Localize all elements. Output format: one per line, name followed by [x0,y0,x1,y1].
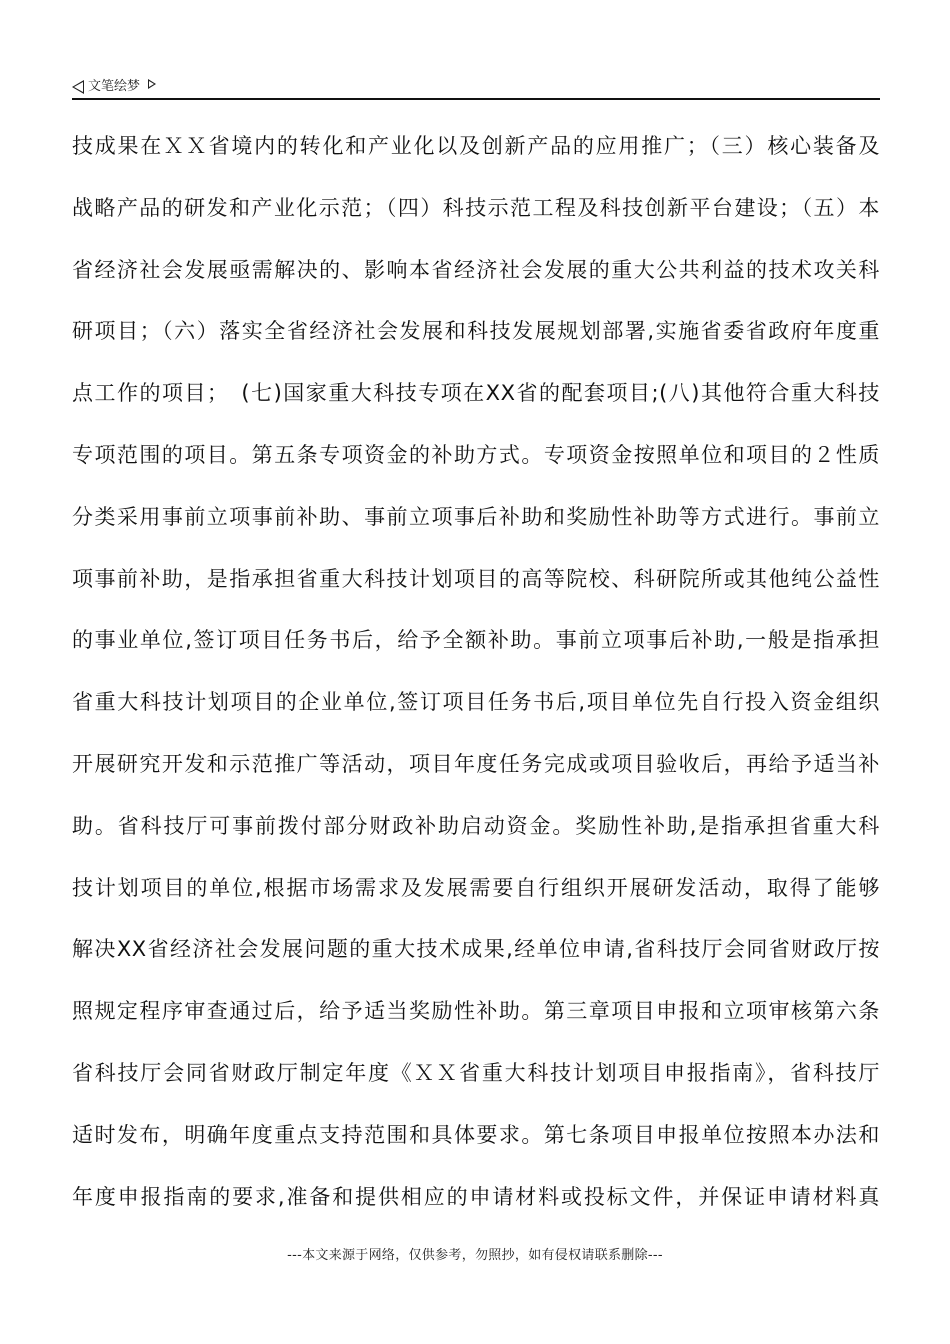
text-line: 战略产品的研发和产业化示范；（四）科技示范工程及科技创新平台建设；（五）本 [72,195,880,220]
body-text [72,116,880,1228]
text-line: 技计划项目的单位,根据市场需求及发展需要自行组织开展研发活动，取得了能够 [72,875,880,900]
page-footer: ---本文来源于网络，仅供参考，勿照抄，如有侵权请联系删除--- [287,1248,663,1263]
text-line: 的事业单位,签订项目任务书后，给予全额补助。事前立项事后补助,一般是指承担 [72,628,880,653]
header-divider [72,98,880,100]
triangle-left-icon [72,80,84,94]
text-line: 助。省科技厅可事前拨付部分财政补助启动资金。奖励性补助,是指承担省重大科 [72,813,880,838]
text-line: 专项范围的项目。第五条专项资金的补助方式。专项资金按照单位和项目的２性质 [72,442,880,467]
text-line: 照规定程序审查通过后，给予适当奖励性补助。第三章项目申报和立项审核第六条 [72,999,880,1024]
page-header [72,76,880,98]
text-line: 省科技厅会同省财政厅制定年度《ＸＸ省重大科技计划项目申报指南》，省科技厅 [72,1060,880,1085]
text-line: 技成果在ＸＸ省境内的转化和产业化以及创新产品的应用推广；（三）核心装备及 [72,134,880,158]
text-line: 解决XX省经济社会发展问题的重大技术成果,经单位申请,省科技厅会同省财政厅按 [72,937,880,962]
text-line: 开展研究开发和示范推广等活动，项目年度任务完成或项目验收后，再给予适当补 [72,751,880,776]
triangle-right-icon [148,79,156,89]
text-line: 点工作的项目； (七)国家重大科技专项在XX省的配套项目;(八)其他符合重大科技 [72,381,880,406]
text-line: 项事前补助，是指承担省重大科技计划项目的高等院校、科研院所或其他纯公益性 [72,566,880,591]
header-title: 文笔绘梦 [88,79,141,94]
text-line: 省经济社会发展亟需解决的、影响本省经济社会发展的重大公共利益的技术攻关科 [72,257,880,282]
text-line: 省重大科技计划项目的企业单位,签订项目任务书后,项目单位先自行投入资金组织 [72,690,880,715]
text-line: 分类采用事前立项事前补助、事前立项事后补助和奖励性补助等方式进行。事前立 [72,504,880,529]
text-line: 适时发布，明确年度重点支持范围和具体要求。第七条项目申报单位按照本办法和 [72,1122,880,1147]
text-line: 研项目；（六）落实全省经济社会发展和科技发展规划部署,实施省委省政府年度重 [72,319,880,344]
text-line: 年度申报指南的要求,准备和提供相应的申请材料或投标文件，并保证申请材料真 [72,1184,880,1209]
